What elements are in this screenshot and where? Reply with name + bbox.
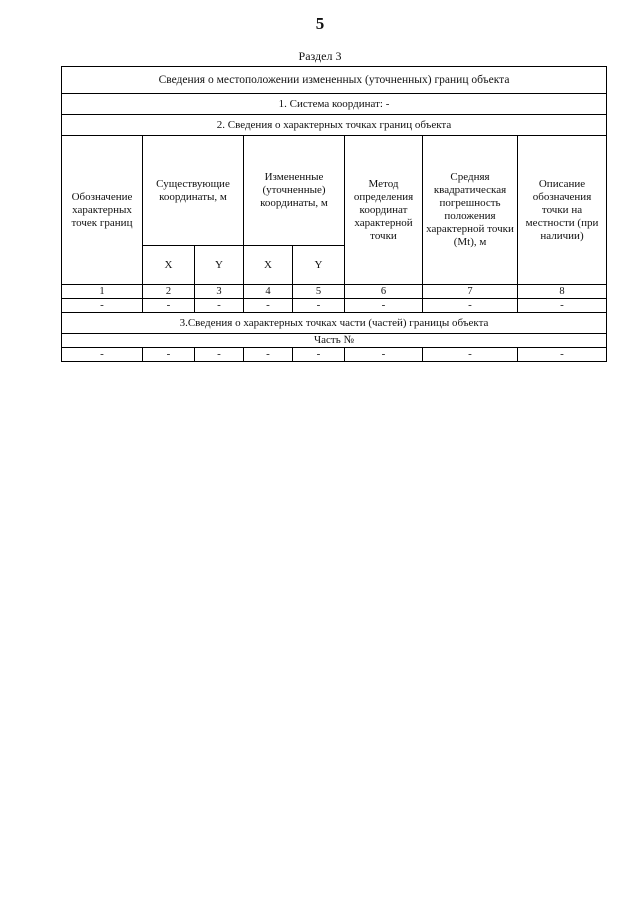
table-cell: -	[62, 348, 143, 362]
table-cell: -	[195, 299, 244, 313]
column-number: 2	[143, 285, 195, 299]
page-number: 5	[315, 14, 325, 33]
table-cell: -	[143, 348, 195, 362]
table-cell: -	[195, 348, 244, 362]
column-numbers-row	[62, 285, 607, 299]
header-y-changed: Y	[293, 246, 345, 285]
boundary-points-table	[61, 66, 607, 362]
column-number: 1	[62, 285, 143, 299]
column-number: 8	[518, 285, 607, 299]
header-y-existing: Y	[195, 246, 244, 285]
header-x-existing: X	[143, 246, 195, 285]
table-cell: -	[423, 348, 518, 362]
header-changed-coords: Измененные (уточненные) координаты, м	[244, 136, 345, 246]
column-number: 6	[345, 285, 423, 299]
header-designation: Обозначение характерных точек границ	[62, 136, 143, 285]
header-method: Метод определения координат характерной точки	[345, 136, 423, 285]
header-description: Описание обозначения точки на местности (при наличии)	[518, 136, 607, 285]
table-cell: -	[244, 348, 293, 362]
table-cell: -	[293, 348, 345, 362]
section-label: Раздел 3	[298, 49, 342, 63]
parts-heading-row: 3.Сведения о характерных точках части (частей) границы объекта	[62, 313, 607, 334]
table-cell: -	[143, 299, 195, 313]
column-number: 3	[195, 285, 244, 299]
table-cell: -	[62, 299, 143, 313]
table-cell: -	[345, 348, 423, 362]
table-row	[62, 348, 607, 362]
column-number: 4	[244, 285, 293, 299]
table-cell: -	[518, 348, 607, 362]
table-row	[62, 299, 607, 313]
table-cell: -	[423, 299, 518, 313]
column-number: 5	[293, 285, 345, 299]
table-cell: -	[293, 299, 345, 313]
table-cell: -	[244, 299, 293, 313]
column-number: 7	[423, 285, 518, 299]
table-title: Сведения о местоположении измененных (уточненных) границ объекта	[62, 67, 607, 94]
part-number-row: Часть №	[62, 334, 607, 348]
header-rms-error: Средняя квадратическая погрешность положения характерной точки (Mt), м	[423, 136, 518, 285]
header-existing-coords: Существующие координаты, м	[143, 136, 244, 246]
table-cell: -	[345, 299, 423, 313]
points-heading-row: 2. Сведения о характерных точках границ объекта	[62, 115, 607, 136]
header-x-changed: X	[244, 246, 293, 285]
table-cell: -	[518, 299, 607, 313]
coordinate-system-row: 1. Система координат: -	[62, 94, 607, 115]
